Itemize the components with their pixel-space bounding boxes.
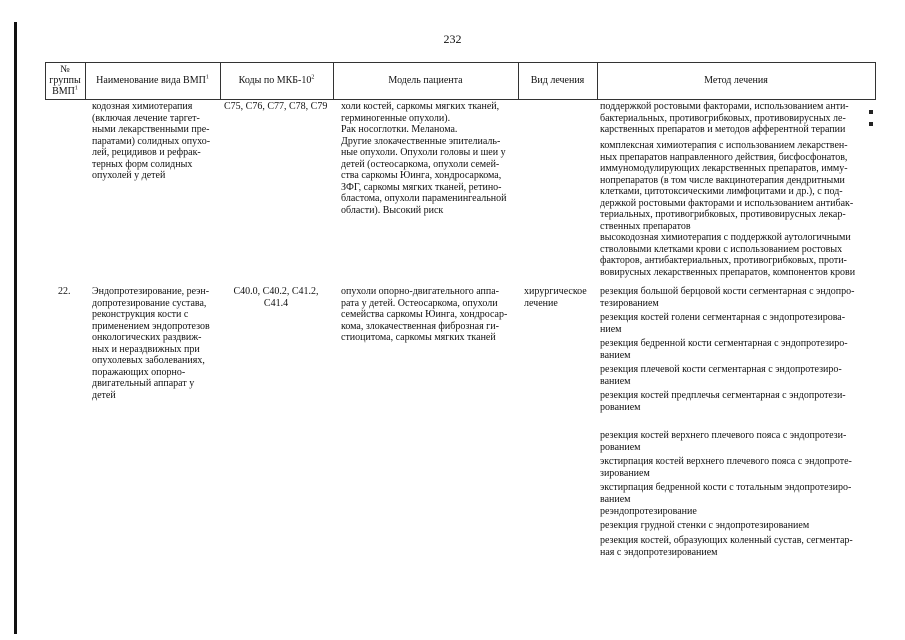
header-treatment-type: Вид лечения: [530, 74, 585, 86]
page-number: 232: [443, 32, 462, 46]
cont-method-1: поддержкой ростовыми факторами, использованием анти- бактериальных, противогрибковых, противовирусных ле- карственных препаратов и методов афферентной терапии: [600, 101, 849, 135]
scan-binding-edge: [14, 22, 17, 634]
row22-method-4: резекция плечевой кости сегментарная с эндопротезиро- ванием: [600, 364, 842, 387]
cont-mkb-codes: C75, C76, C77, C78, C79: [224, 101, 328, 112]
row22-method-11: резекция костей, образующих коленный сустав, сегментар- ная с эндопротезированием: [600, 535, 853, 558]
cont-patient-model: холи костей, саркомы мягких тканей, герминогенные опухоли). Рак носоглотки. Меланома. Другие злокачественные эпителиаль- ные опухоли. Опухоли головы и шеи у детей (остеосаркома, опухоли семей- ства саркомы Юинга, хондросаркома, ЗФГ, саркомы мягких тканей, ретино- бластома, опухоли параменингеальной области). Высокий риск: [341, 101, 507, 216]
cont-vmp-name: кодозная химиотерапия (включая лечение таргет- ными лекарственными пре- паратами) солидных опухо- лей, рецидивов и рефрак- терных форм солидных опухолей у детей: [92, 101, 211, 181]
header-vmp-name: Наименование вида ВМП$^1$: [96, 74, 209, 86]
row22-method-5: резекция костей предплечья сегментарная с эндопротези- рованием: [600, 390, 846, 413]
scan-artifact: [869, 110, 873, 114]
scan-artifact: [869, 122, 873, 126]
row22-mkb-codes: C40.0, C40.2, C41.2, C41.4: [233, 286, 319, 309]
header-treatment-method: Метод лечения: [704, 74, 768, 86]
header-mkb-codes: Коды по МКБ-$10^2$: [238, 74, 315, 86]
row22-method-9: реэндопротезирование: [600, 506, 697, 517]
row22-method-8: экстирпация бедренной кости с тотальным эндопротезиро- ванием: [600, 482, 852, 505]
row22-method-10: резекция грудной стенки с эндопротезированием: [600, 520, 810, 531]
row22-method-3: резекция бедренной кости сегментарная с эндопротезиро- ванием: [600, 338, 848, 361]
row22-group-number: 22.: [58, 286, 71, 297]
row22-patient-model: опухоли опорно-двигательного аппа- рата у детей. Остеосаркома, опухоли семейства саркомы Юинга, хондросар- кома, злокачественная фиброзная ги- стиоцитома, саркомы мягких тканей: [341, 286, 508, 343]
header-group-number: № группы ВМП$^1$: [49, 63, 81, 97]
row22-treatment-type: хирургическое лечение: [524, 286, 587, 309]
row22-vmp-name: Эндопротезирование, реэн- допротезирование сустава, реконструкция кости с применением эндопротезов онкологических раздвиж- ных и нераздвижных при опухолевых заболеваниях, поражающих опорно- двигательный аппарат у детей: [92, 286, 210, 401]
row22-method-6: резекция костей верхнего плечевого пояса с эндопротези- рованием: [600, 430, 847, 453]
row22-method-1: резекция большой берцовой кости сегментарная с эндопро- тезированием: [600, 286, 855, 309]
cont-method-2: комплексная химиотерапия с использованием лекарствен- ных препаратов направленного действия, бисфосфонатов, иммуномодулирующих лекарственных препаратов, имму- нопрепаратов (в том числе вакцинотерапия дендритными клетками, цитотоксическими лимфоцитами и др.), с под- держкой ростовыми факторами и использованием антибак- териальных, противогрибковых, противовирусных лекар- ственных препаратов: [600, 140, 854, 232]
cont-method-3: высокодозная химиотерапия с поддержкой аутологичными стволовыми клетками крови с использованием ростовых факторов, антибактериальных, противогрибковых, проти- вовирусных лекарственных препаратов, компонентов крови: [600, 232, 856, 278]
row22-method-2: резекция костей голени сегментарная с эндопротезирова- нием: [600, 312, 846, 335]
header-patient-model: Модель пациента: [388, 74, 463, 86]
row22-method-7: экстирпация костей верхнего плечевого пояса с эндопроте- зированием: [600, 456, 852, 479]
